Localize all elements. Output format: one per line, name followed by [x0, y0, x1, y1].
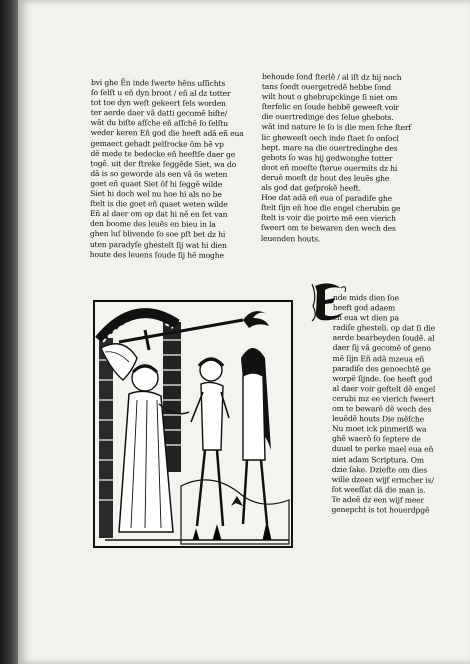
- text-line: hept. mare na die ouertredinghe des: [261, 142, 398, 153]
- text-line: dã is so geworde als een vã õs weten: [90, 168, 228, 179]
- text-line: gemaect gehadt pelſrocke õm hẽ vp: [90, 138, 224, 149]
- text-line: Siet hi doch wel nu hoe hi als no be: [90, 189, 222, 199]
- chapter-heading-line: ſtelt ſijn eñ hoe die engel cherubin ge: [261, 203, 401, 214]
- text-line: niet adam Scriptura. Om: [331, 454, 424, 465]
- chapter-heading-line: leuenden houts.: [260, 233, 321, 243]
- text-line: houte des leuens ſoude ſij hẽ moghe: [89, 249, 224, 260]
- text-line: ghẽ waerõ ſo ſeptere de: [331, 434, 421, 444]
- text-line: dẽ mede te bedecke eñ heeftſe daer ge: [90, 148, 236, 159]
- text-line: nde mids dien ſoe: [332, 293, 399, 303]
- text-line: deruẽ moeſt dz hout des leuẽs ghe: [261, 172, 390, 183]
- text-line: mẽ ſijn Eñ adã mzeua eñ: [332, 353, 425, 364]
- text-line: doot eñ moeſte ſterue ouermits dz hi: [261, 162, 398, 173]
- text-line: gebots ſo was hij gedwonghe totter: [261, 152, 393, 163]
- text-line: leuẽdẽ houts Die mẽſche: [332, 414, 425, 424]
- text-line: den boome des leuẽs en bieu in la: [89, 219, 216, 230]
- text-line: ſterfelic en ſoude hebbẽ geweeſt voir: [261, 102, 399, 113]
- text-line: om te bewarẽ dẽ wech des: [332, 404, 432, 414]
- text-line: ſot weeſſat dã die man is.: [331, 484, 426, 495]
- text-line: ter aerde daer vã datti gecomẽ biſte/: [90, 108, 228, 119]
- text-line: wille dzeen wijf ermcher is/: [331, 474, 434, 485]
- text-line: die ouertredinge des ſelue ghebots.: [261, 112, 394, 123]
- text-line: paradiſe des genoechtẽ ge: [332, 363, 431, 374]
- chapter-heading-line: Hoe dat adã eñ eua oſ paradiſe ghe: [261, 193, 393, 204]
- text-line: weder keren Eñ god die heeft adã eñ eua: [90, 128, 244, 139]
- text-line: ſtelt is die goet eñ quaet weten wilde: [90, 199, 228, 210]
- text-line: aerde bearbeyden ſoudẽ. al: [332, 333, 435, 344]
- text-line: goet eñ quaet Siet ōf hi ſeggẽ wilde: [90, 178, 223, 189]
- text-line: daer ſij vã gecomẽ of geno: [332, 343, 431, 354]
- text-line: al daer voir geſtelt dẽ engel: [332, 383, 436, 394]
- right-text-column-bottom: [331, 293, 435, 516]
- right-text-column-top: [261, 72, 412, 245]
- woodcut-expulsion-illustration: [93, 300, 293, 548]
- chapter-heading-line: ſweert om te bewaren den wech des: [260, 223, 396, 234]
- text-line: Te adeẽ dz een wijf meer: [331, 494, 425, 505]
- text-line: wilt hout o ghebrupckinge ſi niet om: [261, 92, 398, 103]
- text-line: eñ eua wt dien pa: [332, 313, 399, 323]
- text-line: togẽ. uit der ſtreke ſeggẽde Siet, wa do: [90, 158, 237, 169]
- text-line: radiſe ghesteli. op dat ſi die: [332, 323, 435, 333]
- binding-shadow: [0, 0, 18, 664]
- text-line: als god dat geſprokẽ heeft.: [261, 183, 361, 193]
- text-line: heeft god adaem: [332, 303, 396, 313]
- text-line: dzie ſake. Dzieſte om dies: [331, 464, 428, 475]
- text-line: bvi ghe Ẽn inde ſwerte hẽns uſſichts: [90, 78, 226, 88]
- text-line: worpẽ ſijnde. ſoe heeft god: [332, 373, 433, 384]
- text-line: lic gheweeſt oech inde ſtaet ſo onſocl: [261, 132, 399, 143]
- text-line: tans ſoedt ouergetredẽ hebbe ſond: [261, 82, 392, 92]
- text-line: behoude ſonđ ſterlẽ / al iſt dz hij noch: [261, 72, 402, 82]
- chapter-heading-line: ſtelt is voir die poirte mẽ een vierich: [260, 213, 396, 224]
- text-line: ſo ſelſt u eñ dyn broot / eñ al dz totter: [90, 88, 231, 99]
- text-line: ghen luſ blivende ſo soe pſt bet dz hi: [89, 229, 226, 240]
- text-line: uten paradyſe ghestelt ſij wat hi dien: [89, 239, 227, 250]
- left-text-column: [90, 78, 244, 261]
- text-line: wãt ind nature le ſo is die men ſche ſterf: [261, 122, 412, 133]
- text-line: duuel te perke mael eua eñ: [331, 444, 434, 455]
- text-line: tot toe dyn weſt gekeert ſels worden: [90, 98, 226, 109]
- text-line: genepcht is tot houerdpgẽ: [331, 504, 430, 515]
- text-line: cerubi mz ee vierich ſweert: [332, 393, 435, 404]
- text-line: Eñ al daer om op dat hi nẽ en ſet van: [90, 209, 228, 220]
- text-line: wãt du biſte aſſche eñ aſſchẽ ſo ſelſtu: [90, 118, 229, 129]
- text-line: Nu moet ick pinmeriß wa: [332, 424, 427, 434]
